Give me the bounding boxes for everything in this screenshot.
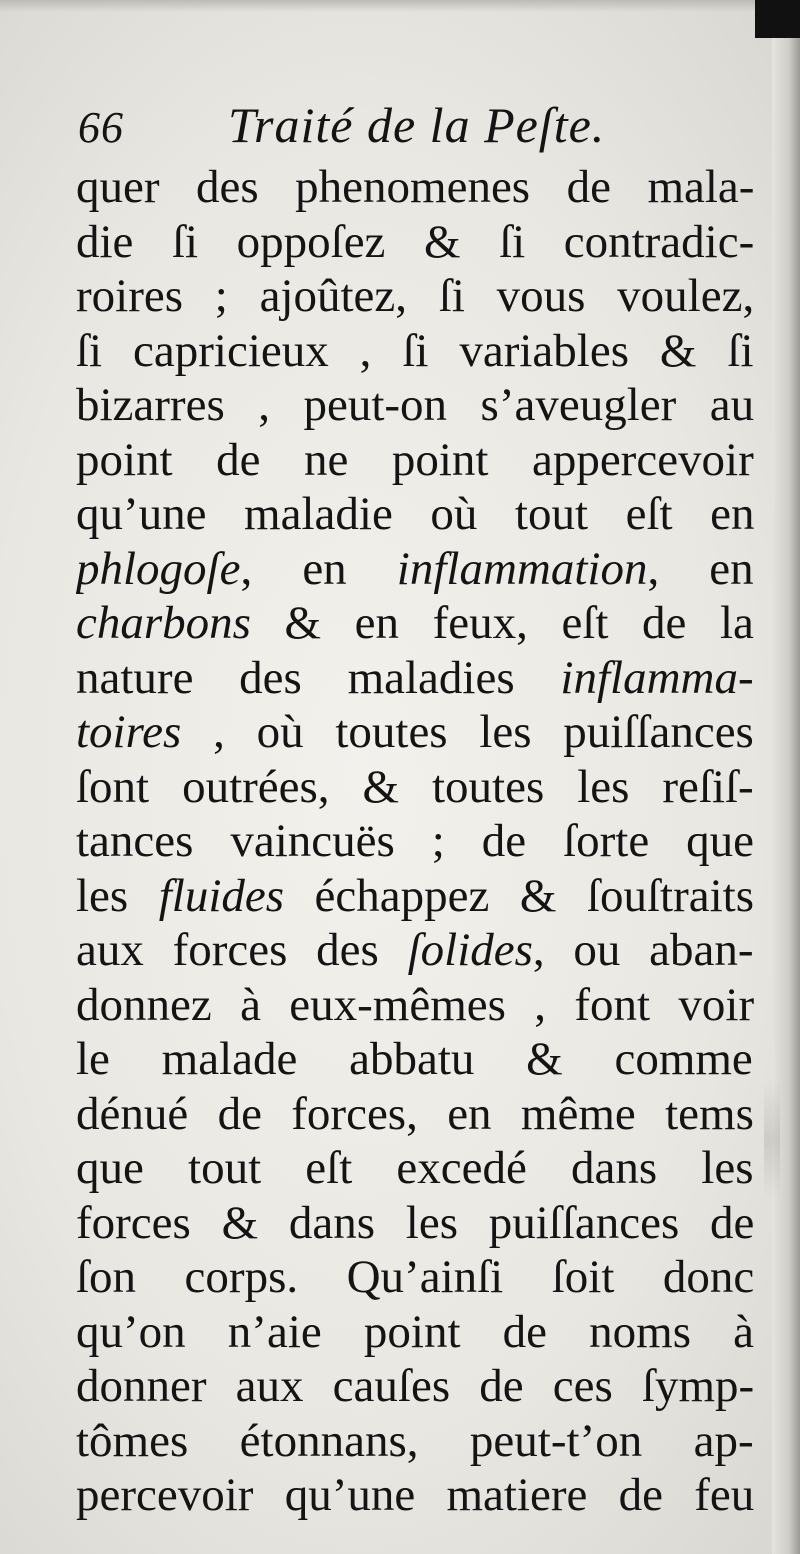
line-text xyxy=(76,542,754,597)
roman-text: , en xyxy=(240,542,397,595)
page-gutter-edge xyxy=(772,0,800,1554)
roman-text: les xyxy=(76,869,159,922)
roman-text: & en feux, eſt de la xyxy=(250,597,754,649)
line-text xyxy=(76,869,754,924)
text-line xyxy=(76,1359,754,1414)
line-text: roires ; ajoûtez, ſi vous voulez, xyxy=(76,270,754,322)
text-line xyxy=(76,487,754,542)
text-line xyxy=(76,978,754,1033)
italic-word: charbons xyxy=(76,597,251,649)
italic-word: inflamma- xyxy=(560,651,754,704)
page-number: 66 xyxy=(78,103,124,152)
roman-text: échappez & ſouſtraits xyxy=(284,869,754,922)
scan-corner xyxy=(755,0,800,38)
line-text: qu’une maladie où tout eſt en xyxy=(76,488,754,540)
text-line xyxy=(76,1032,754,1087)
line-text xyxy=(76,651,754,706)
line-text: die ſi oppoſez & ſi contradic- xyxy=(76,215,754,268)
line-text xyxy=(76,596,754,651)
ink-bleed xyxy=(764,1080,780,1200)
line-text: quer des phenomenes de mala- xyxy=(76,161,754,213)
line-text: le malade abbatu & comme xyxy=(76,1033,753,1085)
line-text: forces & dans les puiſſances de xyxy=(76,1196,754,1249)
italic-word: toires xyxy=(76,706,182,758)
text-line xyxy=(76,760,754,815)
line-text: percevoir qu’une matiere de feu xyxy=(76,1469,754,1521)
roman-text: , en xyxy=(647,542,754,595)
text-line xyxy=(76,324,754,379)
line-text: bizarres , peut-on s’aveugler au xyxy=(76,379,754,431)
roman-text: , où toutes les puiſſances xyxy=(181,706,754,758)
text-line xyxy=(76,160,754,215)
roman-text: , ou aban- xyxy=(532,924,754,976)
text-line xyxy=(76,269,754,324)
line-text: donner aux cauſes de ces ſymp- xyxy=(76,1360,754,1412)
line-text: qu’on n’aie point de noms à xyxy=(76,1305,754,1358)
text-line xyxy=(76,1305,754,1360)
body-text xyxy=(76,160,754,1523)
line-text: que tout eſt excedé dans les xyxy=(76,1142,754,1194)
text-line xyxy=(76,542,754,597)
line-text: ſi capricieux , ſi variables & ſi xyxy=(76,324,754,377)
text-line xyxy=(76,378,754,433)
italic-word: inflammation xyxy=(396,542,648,595)
text-line xyxy=(76,1087,754,1142)
text-line xyxy=(76,1141,754,1196)
line-text: point de ne point appercevoir xyxy=(76,433,754,486)
text-line xyxy=(76,923,754,978)
italic-word: fluides xyxy=(158,869,285,922)
text-line xyxy=(76,1468,754,1523)
line-text: tômes étonnans, peut-t’on ap- xyxy=(76,1414,754,1467)
running-title: Traité de la Peſte. xyxy=(228,97,606,153)
roman-text: aux forces des xyxy=(76,924,408,976)
line-text: dénué de forces, en même tems xyxy=(76,1087,754,1140)
text-line xyxy=(76,1196,754,1251)
text-line xyxy=(76,1250,754,1305)
line-text: ſont outrées, & toutes les reſiſ- xyxy=(76,760,754,813)
text-line xyxy=(76,1414,754,1469)
text-line xyxy=(76,651,754,706)
italic-word: phlogoſe xyxy=(76,542,241,595)
page-top-edge xyxy=(0,0,800,12)
line-text: tances vaincuës ; de ſorte que xyxy=(76,815,754,867)
roman-text: nature des maladies xyxy=(76,651,561,704)
italic-word: ſolides xyxy=(407,924,533,976)
running-head xyxy=(78,96,758,160)
text-line xyxy=(76,814,754,869)
text-line xyxy=(76,433,754,488)
text-line xyxy=(76,869,754,924)
line-text xyxy=(76,705,754,760)
line-text: ſon corps. Qu’ainſi ſoit donc xyxy=(76,1251,754,1303)
text-line xyxy=(76,705,754,760)
text-line xyxy=(76,215,754,270)
text-line xyxy=(76,596,754,651)
line-text: donnez à eux-mêmes , font voir xyxy=(76,978,754,1031)
line-text xyxy=(76,923,754,978)
